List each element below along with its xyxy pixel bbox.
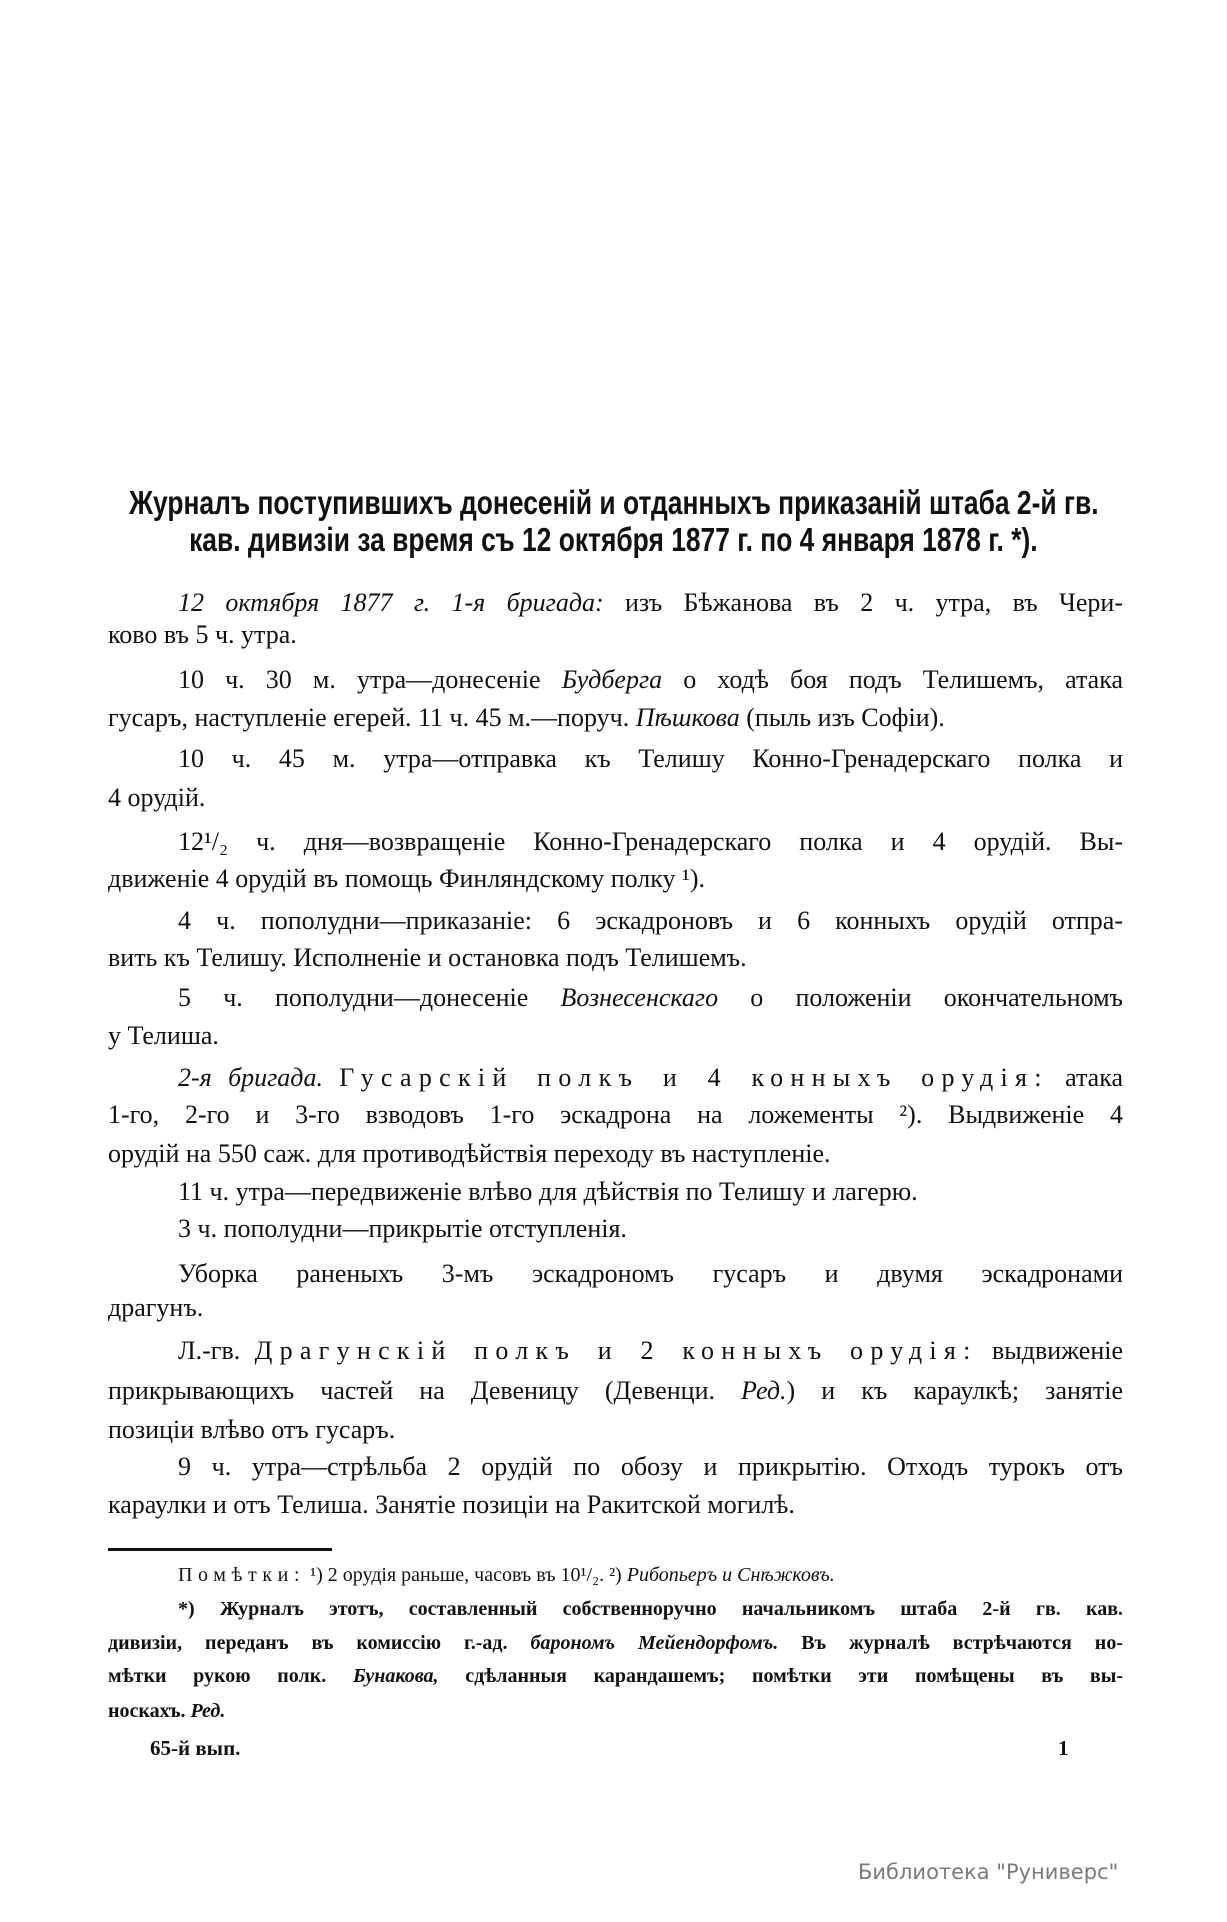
paragraph-line (178, 1452, 1123, 1482)
text: 1-го, 2-го и 3-го взводовъ 1-го эскадрона на ложементы ²). Выдвиженіе 4 (108, 1100, 1123, 1129)
text: 3 ч. пополудни—прикрытіе отступленія. (178, 1214, 627, 1243)
paragraph-line (108, 864, 1123, 894)
text: позиціи влѣво отъ гусаръ. (108, 1415, 396, 1444)
text: *) Журналъ этотъ, составленный собственноручно начальникомъ штаба 2-й гв. кав. (178, 1598, 1123, 1620)
footnote-line (108, 1631, 1123, 1655)
italic-text: Рибопьеръ и Снѣжковъ. (626, 1564, 835, 1586)
paragraph-line (178, 1336, 1123, 1366)
text: 9 ч. утра—стрѣльба 2 орудій по обозу и прикрытію. Отходъ турокъ отъ (178, 1452, 1123, 1481)
paragraph-line (178, 744, 1123, 774)
text: Въ журналѣ встрѣчаются но- (778, 1632, 1123, 1654)
text: Л.-гв. (178, 1336, 255, 1365)
text: 12¹/₂ ч. дня—возвращеніе Конно-Гренадерскаго полка и 4 орудій. Вы- (178, 827, 1123, 856)
italic-text: Пѣшкова (635, 703, 740, 732)
text: мѣтки рукою полк. (108, 1665, 353, 1687)
text: ¹) 2 орудія раньше, часовъ въ 10¹/₂. ²) (305, 1564, 627, 1586)
footnote-line (108, 1664, 1123, 1688)
footnote-line (178, 1563, 1123, 1587)
text (323, 1063, 339, 1092)
paragraph-line (108, 1139, 1123, 1169)
text: носкахъ. (108, 1700, 191, 1722)
paragraph-line (178, 1177, 1123, 1207)
footnote-line (108, 1699, 1123, 1723)
footnote-line (178, 1597, 1123, 1621)
paragraph-line (108, 783, 1123, 813)
italic-text: Бунакова, (352, 1665, 439, 1687)
paragraph-line (178, 1063, 1123, 1093)
paragraph-line (178, 983, 1123, 1013)
spaced-text: Гусарскій полкъ и 4 конныхъ орудія: (339, 1063, 1049, 1092)
text: вить къ Телишу. Исполненіе и остановка подъ Телишемъ. (108, 943, 747, 972)
paragraph-line (178, 665, 1123, 695)
title-text: кав. дивизіи за время съ 12 октября 1877 г. по 4 января 1878 г. *). (189, 521, 1038, 558)
text: прикрывающихъ частей на Девеницу (Девенци. (108, 1376, 742, 1405)
italic-text: 12 октября 1877 г. 1-я бригада: (178, 588, 604, 617)
library-watermark: Библиотека "Руниверс" (858, 1860, 1119, 1884)
paragraph-line (178, 827, 1123, 857)
text: движеніе 4 орудій въ помощь Финляндскому полку ¹). (108, 864, 705, 893)
italic-text: 2-я бригада. (178, 1063, 323, 1092)
text: 11 ч. утра—передвиженіе влѣво для дѣйствія по Телишу и лагерю. (178, 1177, 918, 1206)
paragraph-line (178, 1259, 1123, 1289)
text: о ходѣ боя подъ Телишемъ, атака (662, 665, 1124, 694)
text: 10 ч. 30 м. утра—донесеніе (178, 665, 562, 694)
text: атака (1048, 1063, 1123, 1092)
text: Уборка раненыхъ 3-мъ эскадрономъ гусаръ и двумя эскадронами (178, 1259, 1123, 1288)
paragraph-line (108, 1376, 1123, 1406)
text: 4 орудій. (108, 783, 206, 812)
document-title-line-2 (0, 521, 1227, 559)
paragraph-line (108, 620, 1123, 650)
text: караулки и отъ Телиша. Занятіе позиціи на Ракитской могилѣ. (108, 1490, 795, 1519)
paragraph-line (108, 1415, 1123, 1445)
italic-text: барономъ Мейендорфомъ. (530, 1632, 779, 1654)
italic-text: Вознесенскаго (560, 983, 719, 1012)
text: выдвиженіе (977, 1336, 1123, 1365)
text: 4 ч. пополудни—приказаніе: 6 эскадроновъ и 6 конныхъ орудій отпра- (178, 906, 1123, 935)
paragraph-line (178, 906, 1123, 936)
paragraph-line (178, 1214, 1123, 1244)
paragraph-line (108, 1021, 1123, 1051)
paragraph-line (108, 1490, 1123, 1520)
text: (пыль изъ Софіи). (739, 703, 945, 732)
document-title-line-1 (0, 484, 1227, 522)
paragraph-line (108, 1293, 1123, 1323)
text: ково въ 5 ч. утра. (108, 620, 297, 649)
footnote-divider (108, 1548, 332, 1551)
text: орудій на 550 саж. для противодѣйствія переходу въ наступленіе. (108, 1139, 831, 1168)
text: 10 ч. 45 м. утра—отправка къ Телишу Конно-Гренадерскаго полка и (178, 744, 1123, 773)
page-number: 1 (1058, 1736, 1069, 1760)
spaced-text: Драгунскій полкъ и 2 конныхъ орудія: (254, 1336, 978, 1365)
paragraph-line (108, 1100, 1123, 1130)
text: дивизіи, переданъ въ комиссію г.-ад. (108, 1632, 531, 1654)
text: ) и къ караулкѣ; занятіе (786, 1376, 1123, 1405)
text: сдѣланныя карандашемъ; помѣтки эти помѣщены въ вы- (438, 1665, 1124, 1687)
text: гусаръ, наступленіе егерей. 11 ч. 45 м.—поруч. (108, 703, 636, 732)
text: изъ Бѣжанова въ 2 ч. утра, въ Чери- (603, 588, 1123, 617)
italic-text: Будберга (561, 665, 663, 694)
title-text: Журналъ поступившихъ донесеній и отданныхъ приказаній штаба 2-й гв. (128, 484, 1099, 521)
italic-text: Ред. (190, 1700, 226, 1722)
text: о положеніи окончательномъ (718, 983, 1123, 1012)
text: драгунъ. (108, 1293, 204, 1322)
issue-label: 65-й вып. (150, 1736, 241, 1760)
italic-text: Ред. (741, 1376, 787, 1405)
paragraph-line (178, 588, 1123, 618)
paragraph-line (108, 943, 1123, 973)
paragraph-line (108, 703, 1123, 733)
text: 5 ч. пополудни—донесеніе (178, 983, 561, 1012)
spaced-text: Помѣтки: (178, 1564, 306, 1586)
text: у Телиша. (108, 1021, 219, 1050)
